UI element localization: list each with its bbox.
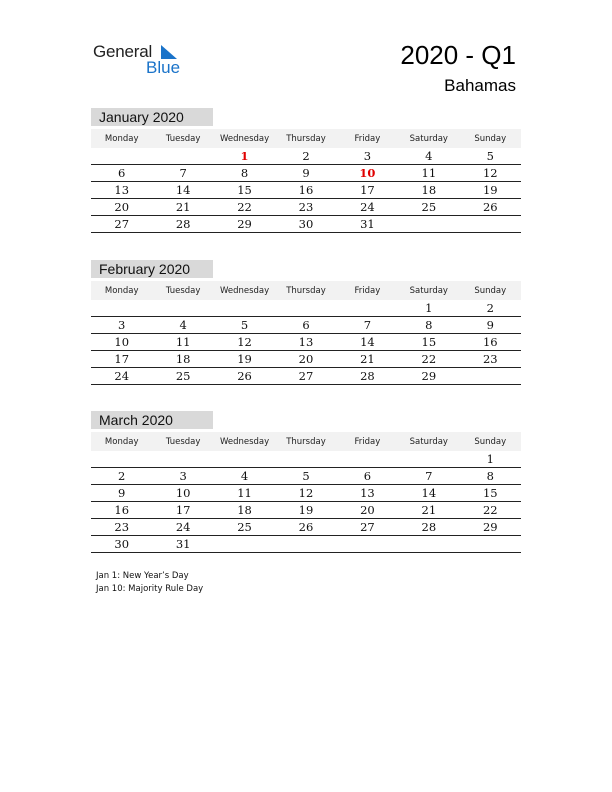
- weekday-header: Saturday: [398, 281, 459, 300]
- week-row: [91, 216, 521, 233]
- empty-day-cell: [398, 451, 459, 468]
- weekday-header-row: [91, 432, 521, 451]
- weekday-header: Tuesday: [152, 432, 213, 451]
- day-cell: 2: [460, 300, 521, 317]
- day-cell: 7: [398, 468, 459, 485]
- day-cell: 25: [398, 199, 459, 216]
- week-row: [91, 317, 521, 334]
- day-cell: 18: [214, 502, 275, 519]
- day-cell: 24: [91, 368, 152, 385]
- day-cell: 12: [460, 165, 521, 182]
- week-row: [91, 536, 521, 553]
- day-cell: 23: [275, 199, 336, 216]
- empty-day-cell: [337, 536, 398, 553]
- weekday-header: Wednesday: [214, 129, 275, 148]
- day-cell: 3: [152, 468, 213, 485]
- day-cell: 1: [398, 300, 459, 317]
- weekday-header: Friday: [337, 432, 398, 451]
- day-cell: 12: [275, 485, 336, 502]
- logo-word-general: General: [93, 42, 153, 61]
- day-cell: 17: [337, 182, 398, 199]
- empty-day-cell: [152, 148, 213, 165]
- day-cell: 3: [337, 148, 398, 165]
- weekday-header: Sunday: [460, 432, 521, 451]
- calendar-table: [91, 432, 521, 553]
- day-cell: 19: [275, 502, 336, 519]
- week-row: [91, 519, 521, 536]
- day-cell: 8: [460, 468, 521, 485]
- month-block: [91, 108, 521, 233]
- day-cell: 19: [460, 182, 521, 199]
- page-title: 2020 - Q1: [400, 40, 516, 70]
- day-cell: 24: [152, 519, 213, 536]
- day-cell: 8: [214, 165, 275, 182]
- weekday-header: Friday: [337, 129, 398, 148]
- day-cell: 16: [275, 182, 336, 199]
- day-cell: 21: [337, 351, 398, 368]
- week-row: [91, 368, 521, 385]
- empty-day-cell: [460, 536, 521, 553]
- weekday-header: Saturday: [398, 432, 459, 451]
- day-cell: 10: [337, 165, 398, 182]
- empty-day-cell: [91, 300, 152, 317]
- day-cell: 28: [337, 368, 398, 385]
- day-cell: 26: [275, 519, 336, 536]
- week-row: [91, 334, 521, 351]
- day-cell: 22: [398, 351, 459, 368]
- country-name: Bahamas: [444, 76, 516, 95]
- day-cell: 14: [152, 182, 213, 199]
- month-title: February 2020: [91, 260, 213, 278]
- day-cell: 14: [337, 334, 398, 351]
- empty-day-cell: [398, 216, 459, 233]
- day-cell: 24: [337, 199, 398, 216]
- weekday-header: Tuesday: [152, 281, 213, 300]
- day-cell: 9: [460, 317, 521, 334]
- week-row: [91, 451, 521, 468]
- day-cell: 13: [91, 182, 152, 199]
- empty-day-cell: [337, 451, 398, 468]
- week-row: [91, 351, 521, 368]
- day-cell: 6: [91, 165, 152, 182]
- day-cell: 5: [275, 468, 336, 485]
- week-row: [91, 468, 521, 485]
- day-cell: 16: [91, 502, 152, 519]
- day-cell: 1: [214, 148, 275, 165]
- day-cell: 12: [214, 334, 275, 351]
- day-cell: 25: [214, 519, 275, 536]
- weekday-header-row: [91, 129, 521, 148]
- day-cell: 2: [91, 468, 152, 485]
- day-cell: 21: [398, 502, 459, 519]
- day-cell: 15: [460, 485, 521, 502]
- day-cell: 27: [91, 216, 152, 233]
- day-cell: 17: [152, 502, 213, 519]
- empty-day-cell: [275, 451, 336, 468]
- empty-day-cell: [152, 451, 213, 468]
- empty-day-cell: [91, 148, 152, 165]
- day-cell: 2: [275, 148, 336, 165]
- day-cell: 5: [460, 148, 521, 165]
- day-cell: 16: [460, 334, 521, 351]
- empty-day-cell: [275, 536, 336, 553]
- weekday-header: Thursday: [275, 432, 336, 451]
- month-title: March 2020: [91, 411, 213, 429]
- week-row: [91, 148, 521, 165]
- empty-day-cell: [91, 451, 152, 468]
- day-cell: 31: [152, 536, 213, 553]
- day-cell: 21: [152, 199, 213, 216]
- day-cell: 29: [398, 368, 459, 385]
- day-cell: 19: [214, 351, 275, 368]
- weekday-header: Friday: [337, 281, 398, 300]
- day-cell: 4: [152, 317, 213, 334]
- day-cell: 27: [275, 368, 336, 385]
- day-cell: 20: [337, 502, 398, 519]
- empty-day-cell: [214, 536, 275, 553]
- day-cell: 3: [91, 317, 152, 334]
- day-cell: 14: [398, 485, 459, 502]
- empty-day-cell: [398, 536, 459, 553]
- calendar-table: [91, 281, 521, 385]
- holiday-note: Jan 1: New Year’s Day: [96, 571, 189, 581]
- day-cell: 30: [275, 216, 336, 233]
- week-row: [91, 182, 521, 199]
- day-cell: 13: [337, 485, 398, 502]
- day-cell: 23: [91, 519, 152, 536]
- day-cell: 4: [398, 148, 459, 165]
- day-cell: 25: [152, 368, 213, 385]
- month-block: [91, 260, 521, 385]
- weekday-header: Thursday: [275, 129, 336, 148]
- empty-day-cell: [152, 300, 213, 317]
- empty-day-cell: [460, 368, 521, 385]
- weekday-header: Sunday: [460, 129, 521, 148]
- weekday-header: Saturday: [398, 129, 459, 148]
- day-cell: 29: [214, 216, 275, 233]
- weekday-header: Sunday: [460, 281, 521, 300]
- day-cell: 27: [337, 519, 398, 536]
- empty-day-cell: [460, 216, 521, 233]
- day-cell: 26: [460, 199, 521, 216]
- day-cell: 29: [460, 519, 521, 536]
- weekday-header-row: [91, 281, 521, 300]
- day-cell: 11: [152, 334, 213, 351]
- day-cell: 22: [460, 502, 521, 519]
- calendar-table: [91, 129, 521, 233]
- day-cell: 28: [152, 216, 213, 233]
- day-cell: 22: [214, 199, 275, 216]
- day-cell: 23: [460, 351, 521, 368]
- day-cell: 10: [152, 485, 213, 502]
- month-title: January 2020: [91, 108, 213, 126]
- day-cell: 7: [152, 165, 213, 182]
- day-cell: 7: [337, 317, 398, 334]
- day-cell: 6: [275, 317, 336, 334]
- day-cell: 5: [214, 317, 275, 334]
- day-cell: 9: [91, 485, 152, 502]
- week-row: [91, 165, 521, 182]
- day-cell: 30: [91, 536, 152, 553]
- day-cell: 9: [275, 165, 336, 182]
- weekday-header: Monday: [91, 129, 152, 148]
- weekday-header: Wednesday: [214, 432, 275, 451]
- day-cell: 15: [214, 182, 275, 199]
- day-cell: 11: [398, 165, 459, 182]
- empty-day-cell: [275, 300, 336, 317]
- day-cell: 28: [398, 519, 459, 536]
- week-row: [91, 502, 521, 519]
- day-cell: 31: [337, 216, 398, 233]
- day-cell: 6: [337, 468, 398, 485]
- week-row: [91, 300, 521, 317]
- day-cell: 26: [214, 368, 275, 385]
- weekday-header: Monday: [91, 432, 152, 451]
- holiday-notes: [96, 570, 203, 595]
- day-cell: 18: [398, 182, 459, 199]
- holiday-note: Jan 10: Majority Rule Day: [96, 583, 204, 594]
- day-cell: 18: [152, 351, 213, 368]
- day-cell: 1: [460, 451, 521, 468]
- day-cell: 13: [275, 334, 336, 351]
- month-block: [91, 411, 521, 553]
- day-cell: 20: [275, 351, 336, 368]
- logo-word-blue: Blue: [146, 58, 181, 77]
- day-cell: 10: [91, 334, 152, 351]
- brand-logo: [93, 42, 193, 78]
- weekday-header: Thursday: [275, 281, 336, 300]
- week-row: [91, 485, 521, 502]
- empty-day-cell: [337, 300, 398, 317]
- day-cell: 4: [214, 468, 275, 485]
- weekday-header: Tuesday: [152, 129, 213, 148]
- day-cell: 20: [91, 199, 152, 216]
- empty-day-cell: [214, 300, 275, 317]
- empty-day-cell: [214, 451, 275, 468]
- day-cell: 11: [214, 485, 275, 502]
- week-row: [91, 199, 521, 216]
- weekday-header: Monday: [91, 281, 152, 300]
- weekday-header: Wednesday: [214, 281, 275, 300]
- day-cell: 15: [398, 334, 459, 351]
- day-cell: 8: [398, 317, 459, 334]
- day-cell: 17: [91, 351, 152, 368]
